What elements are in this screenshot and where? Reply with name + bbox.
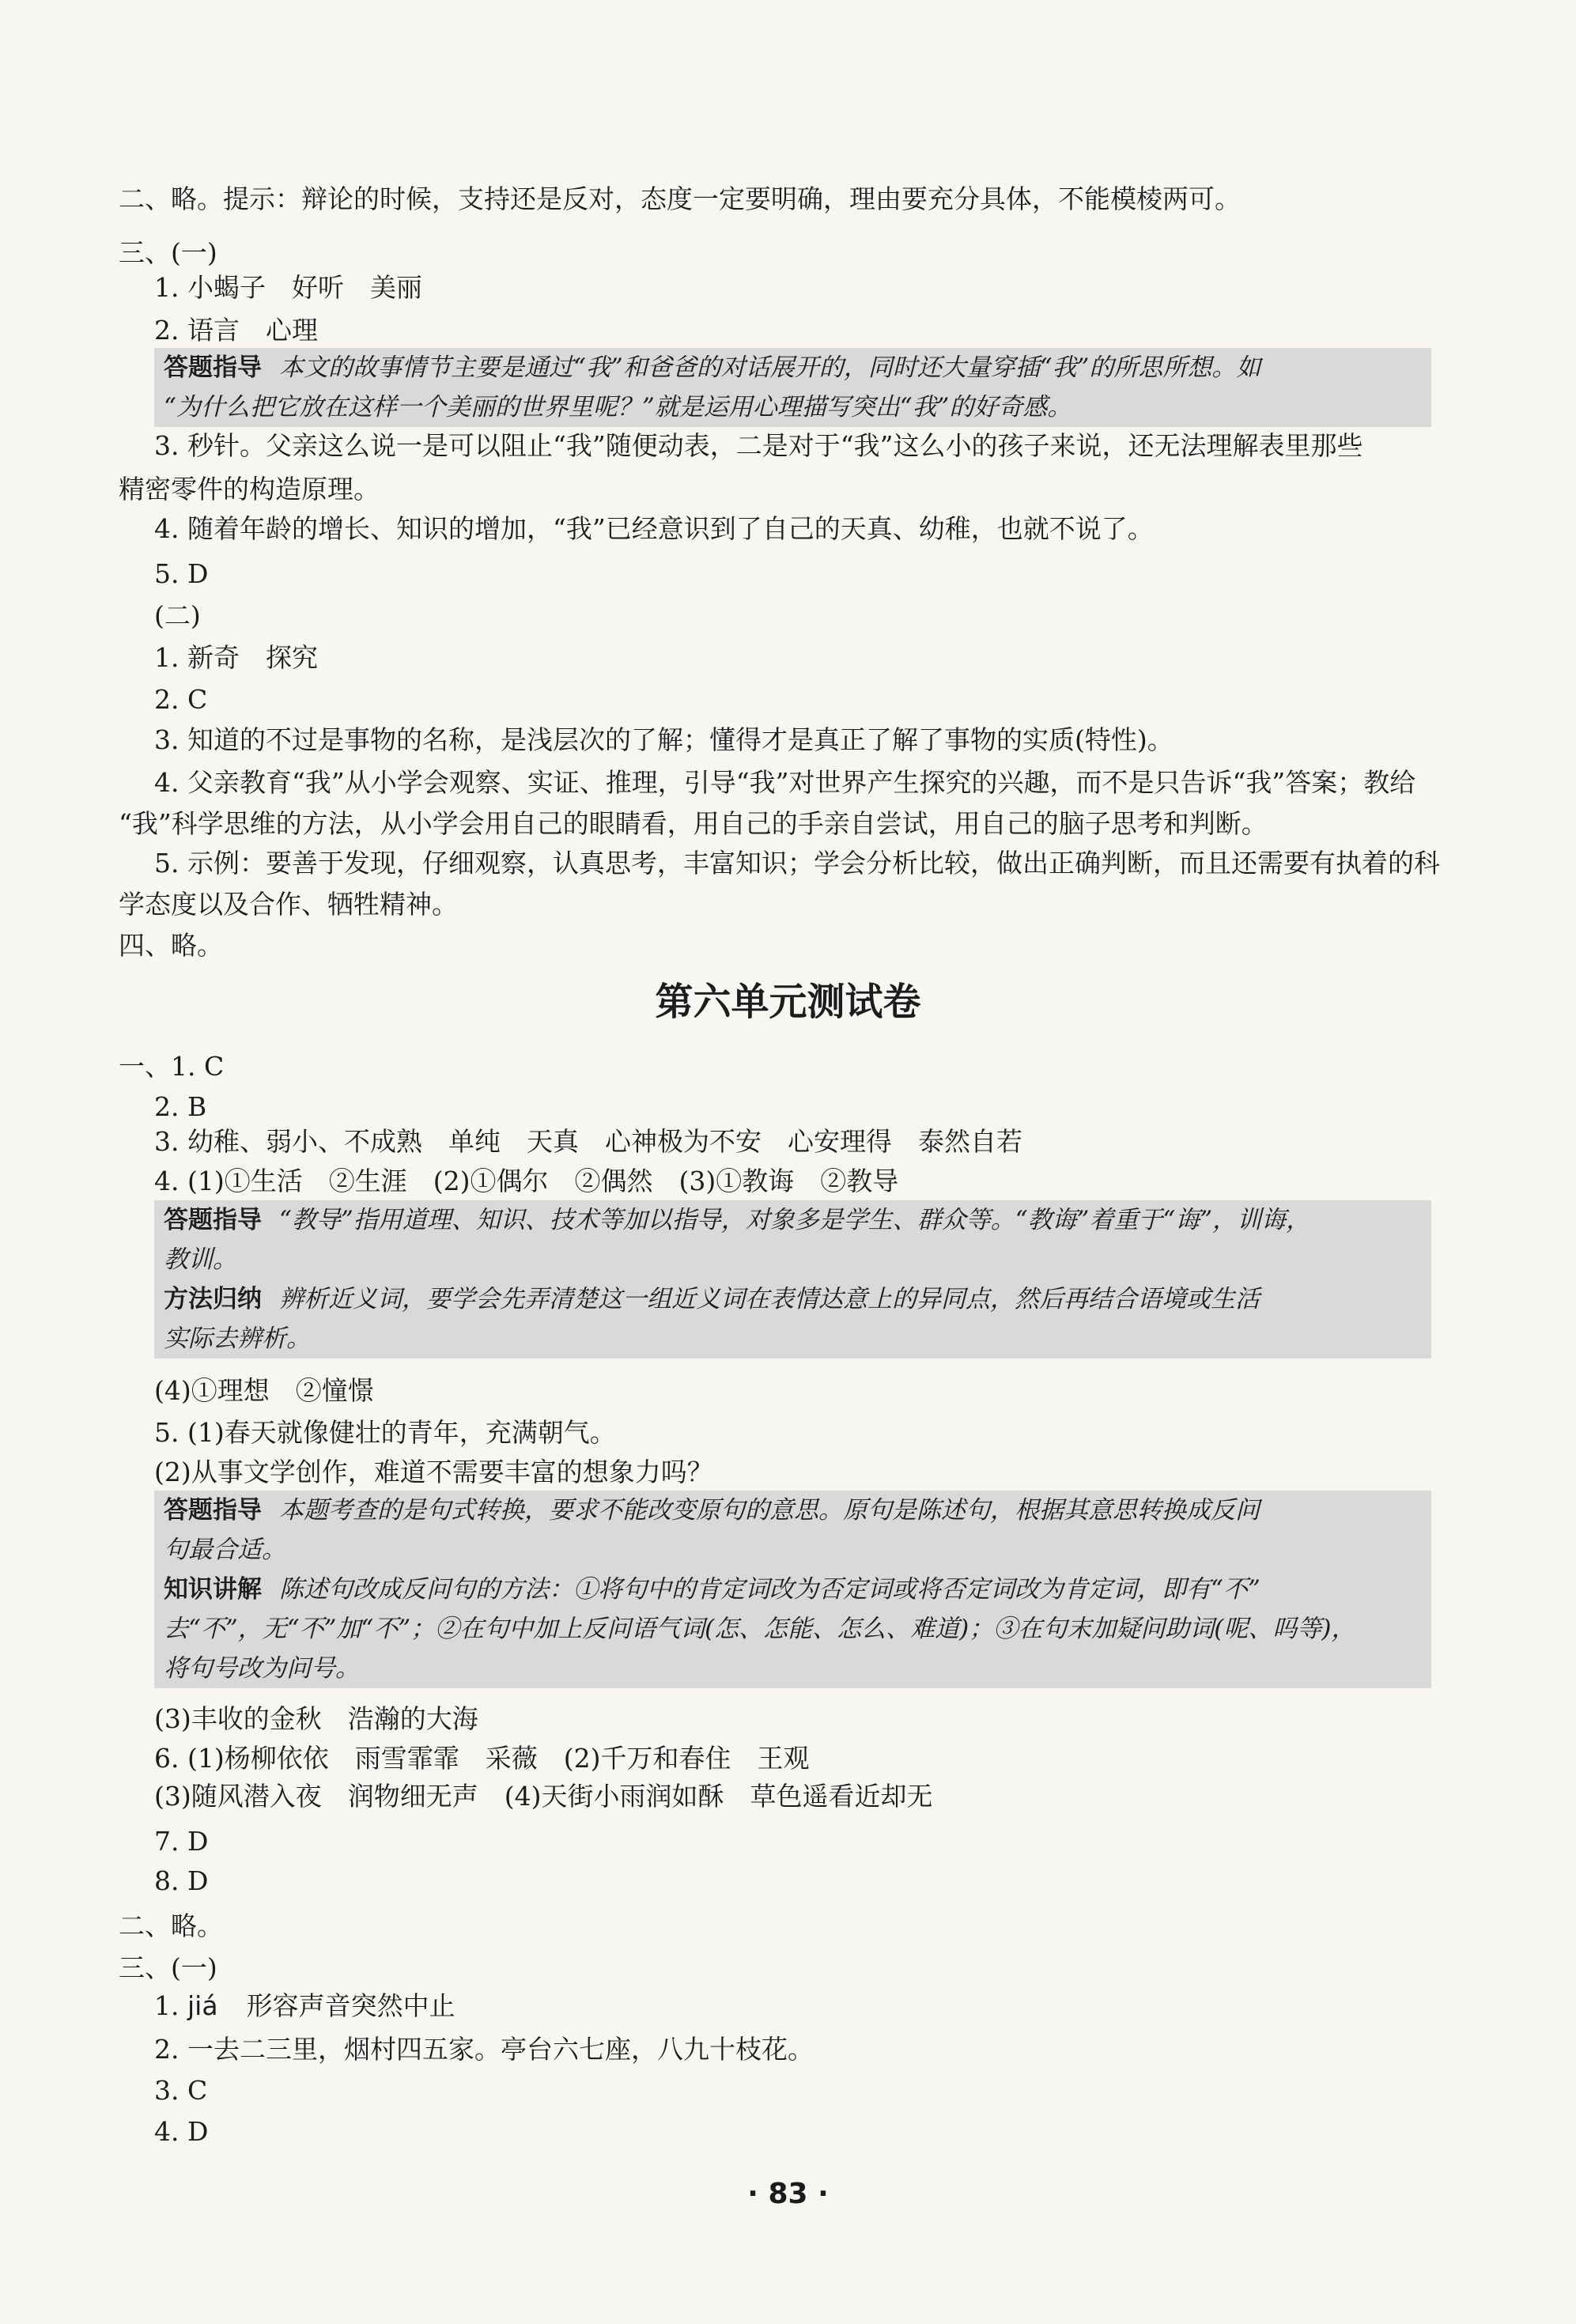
tip-text: 教训。 (164, 1245, 237, 1274)
tip-label: 答题指导 (164, 1496, 262, 1525)
tip-text: 本题考查的是句式转换，要求不能改变原句的意思。原句是陈述句，根据其意思转换成反问 (279, 1496, 1260, 1525)
tip-text: 陈述句改成反问句的方法：①将句中的肯定词改为否定词或将否定词改为肯定词，即有“不” (279, 1575, 1260, 1604)
section-2-answer: 二、略。提示：辩论的时候，支持还是反对，态度一定要明确，理由要充分具体，不能模棱两可。 (119, 183, 1241, 214)
tip-text: 去“不”，无“不”加“不”；②在句中加上反问语气词(怎、怎能、怎么、难道)；③在句末加疑问助词(呢、吗等)， (164, 1615, 1356, 1643)
answer-u6-7: 7. D (154, 1826, 209, 1857)
tip-label: 方法归纳 (164, 1285, 262, 1313)
tip-label: 答题指导 (164, 1206, 262, 1234)
answer-u6-1: 一、1. C (119, 1051, 225, 1082)
answer-u6-5-2: (2)从事文学创作，难道不需要丰富的想象力吗？ (154, 1457, 713, 1487)
part-2-heading: (二) (154, 600, 201, 631)
section-u6-2: 二、略。 (119, 1910, 223, 1941)
answer-b5-line-2: 学态度以及合作、牺牲精神。 (119, 889, 458, 920)
answer-u6-6-2: (3)随风潜入夜 润物细无声 (4)天街小雨润如酥 草色遥看近却无 (154, 1781, 933, 1812)
answer-u6-c2: 2. 一去二三里，烟村四五家。亭台六七座，八九十枝花。 (154, 2034, 814, 2065)
answer-u6-c4: 4. D (154, 2116, 209, 2147)
meaning-answer: 形容声音突然中止 (246, 1990, 455, 2021)
answer-b3: 3. 知道的不过是事物的名称，是浅层次的了解；懂得才是真正了解了事物的实质(特性)。 (154, 724, 1173, 755)
tip-text: “为什么把它放在这样一个美丽的世界里呢？”就是运用心理描写突出“我”的好奇感。 (164, 393, 1072, 421)
answer-5: 5. D (154, 558, 209, 589)
answer-b1: 1. 新奇 探究 (154, 642, 318, 673)
answer-u6-6-1: 6. (1)杨柳依依 雨雪霏霏 采薇 (2)千万和春住 王观 (154, 1743, 810, 1774)
answer-u6-5-1: 5. (1)春天就像健壮的青年，充满朝气。 (154, 1417, 616, 1448)
tip-text: 本文的故事情节主要是通过“我”和爸爸的对话展开的，同时还大量穿插“我”的所思所想。如 (279, 353, 1261, 382)
answer-u6-2: 2. B (154, 1091, 207, 1122)
tip-text: 将句号改为问号。 (164, 1654, 360, 1683)
tip-box-1 (154, 348, 1431, 427)
section-3-heading: 三、(一) (119, 237, 217, 268)
page-title: 第六单元测试卷 (655, 980, 921, 1024)
answer-3-line-2: 精密零件的构造原理。 (119, 474, 380, 504)
answer-u6-8: 8. D (154, 1865, 209, 1896)
tip-text: 句最合适。 (164, 1536, 286, 1564)
answer-u6-5-3: (3)丰收的金秋 浩瀚的大海 (154, 1703, 478, 1734)
tip-text: 辨析近义词，要学会先弄清楚这一组近义词在表情达意上的异同点，然后再结合语境或生活 (279, 1285, 1260, 1313)
answer-u6-4-4: (4)①理想 ②憧憬 (154, 1375, 374, 1406)
answer-u6-c3: 3. C (154, 2075, 208, 2106)
pinyin-answer: jiá (187, 1990, 218, 2021)
answer-3-line-1: 3. 秒针。父亲这么说一是可以阻止“我”随便动表，二是对于“我”这么小的孩子来说，还无法理解表里那些 (154, 430, 1363, 461)
tip-label: 知识讲解 (164, 1575, 262, 1604)
tip-box-2 (154, 1200, 1431, 1359)
tip-box-3 (154, 1491, 1431, 1688)
tip-label: 答题指导 (164, 353, 262, 382)
answer-u6-4: 4. (1)①生活 ②生涯 (2)①偶尔 ②偶然 (3)①教诲 ②教导 (154, 1166, 899, 1196)
section-4-answer: 四、略。 (119, 930, 223, 961)
question-number: 1. (154, 1990, 180, 2021)
tip-text: “教导”指用道理、知识、技术等加以指导，对象多是学生、群众等。“教诲”着重于“诲”，训诲， (279, 1206, 1311, 1234)
answer-u6-c1 (154, 1987, 1455, 2025)
answer-u6-3: 3. 幼稚、弱小、不成熟 单纯 天真 心神极为不安 心安理得 泰然自若 (154, 1126, 1022, 1157)
tip-text: 实际去辨析。 (164, 1324, 311, 1353)
answer-4: 4. 随着年龄的增长、知识的增加，“我”已经意识到了自己的天真、幼稚，也就不说了。 (154, 513, 1154, 544)
answer-2: 2. 语言 心理 (154, 315, 318, 346)
answer-b5-line-1: 5. 示例：要善于发现，仔细观察，认真思考，丰富知识；学会分析比较，做出正确判断，而且还需要有执着的科 (154, 848, 1440, 879)
page-number: · 83 · (747, 2178, 829, 2210)
answer-b4-line-2: “我”科学思维的方法，从小学会用自己的眼睛看，用自己的手亲自尝试，用自己的脑子思考和判断。 (119, 808, 1268, 839)
answer-b2: 2. C (154, 684, 208, 715)
section-u6-3: 三、(一) (119, 1952, 217, 1983)
answer-1: 1. 小蝎子 好听 美丽 (154, 272, 422, 303)
answer-b4-line-1: 4. 父亲教育“我”从小学会观察、实证、推理，引导“我”对世界产生探究的兴趣，而不是只告诉“我”答案；教给 (154, 767, 1416, 798)
